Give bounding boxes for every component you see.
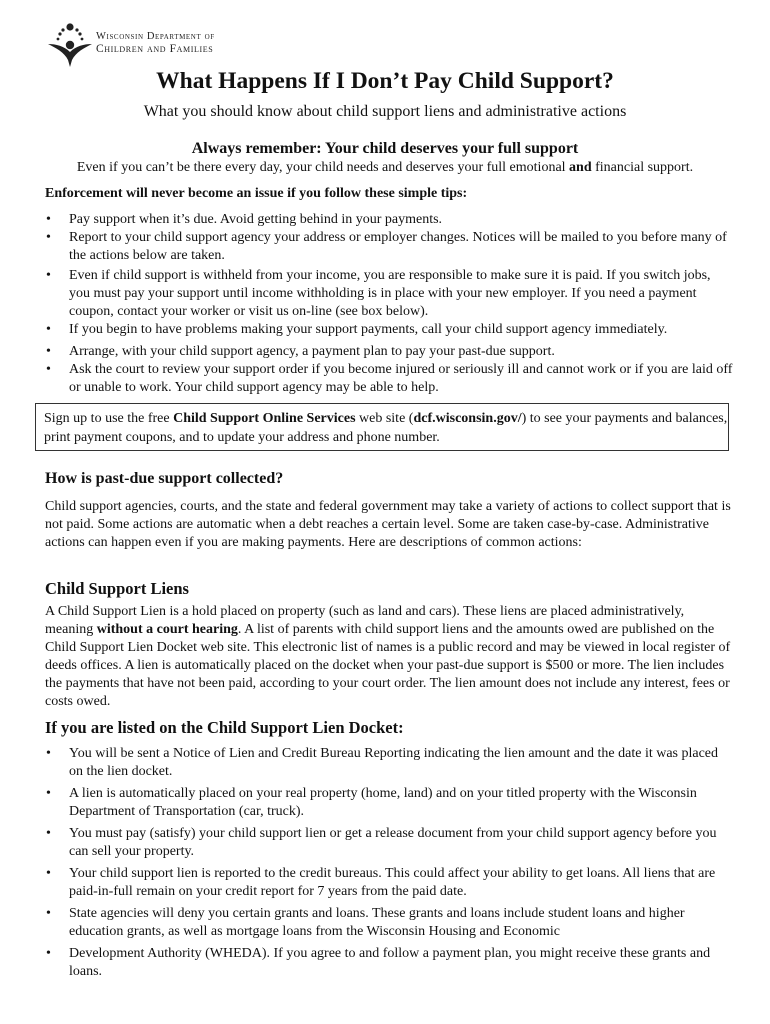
list-item: • State agencies will deny you certain grants and loans. These grants and loans include student loans and higher education grants, as well as mortgage loans from the Wisconsin Housing and Economic <box>45 905 735 941</box>
list-item: • If you begin to have problems making your support payments, call your child support agency immediately. <box>45 321 735 339</box>
docket-list <box>45 745 735 981</box>
list-item: • You will be sent a Notice of Lien and Credit Bureau Reporting indicating the lien amount and the date it was placed on the lien docket. <box>45 745 735 781</box>
box-text-mid: web site ( <box>355 411 414 426</box>
dcf-emblem-icon <box>46 22 94 68</box>
liens-body-emphasis: without a court hearing <box>96 622 238 637</box>
list-item: • Your child support lien is reported to the credit bureaus. This could affect your ability to get loans. All liens that are paid-in-full remain on your credit report for 7 years from the paid date. <box>45 865 735 901</box>
liens-heading: Child Support Liens <box>45 579 189 598</box>
box-text: Sign up to use the free <box>44 411 174 426</box>
online-services-box <box>35 403 729 451</box>
liens-body-text: A Child Support Lien is a hold placed on property (such as land and cars). These liens are placed administratively, meaning <box>45 604 685 637</box>
remember-body-text: Even if you can’t be there every day, your child needs and deserves your full emotional <box>76 160 570 175</box>
liens-body <box>45 603 735 711</box>
liens-body-text-end: . A list of parents with child support liens and the amounts owed are published on the Child Support Lien Docket web site. This electronic list of names is a public record and may be viewed in local register of deeds offices. A lien is automatically placed on the docket when your past-due support is $500 or more. The lien includes the payments that have not been paid, according to your court order. The lien amount does not include any interest, fees or costs owed. <box>45 622 731 709</box>
list-item: • A lien is automatically placed on your real property (home, land) and on your titled property with the Wisconsin Department of Transportation (car, truck). <box>45 785 735 821</box>
page-subtitle: What you should know about child support liens and administrative actions <box>143 103 627 120</box>
box-text-end: ) to see your payments and balances, print payment coupons, and to update your address and phone number. <box>44 411 728 445</box>
remember-body <box>0 160 770 176</box>
tips-list <box>45 211 735 397</box>
collected-heading: How is past-due support collected? <box>45 470 284 487</box>
logo-line-1: Wisconsin Department of <box>96 31 215 42</box>
list-item: • Report to your child support agency your address or employer changes. Notices will be mailed to you before many of the actions below are taken. <box>45 229 735 265</box>
list-item: • Development Authority (WHEDA). If you agree to and follow a payment plan, you might receive these grants and loans. <box>45 945 735 981</box>
dcf-logo <box>46 22 246 68</box>
list-item: • Even if child support is withheld from your income, you are responsible to make sure it is paid. If you switch jobs, you must pay your support until income withholding is in place with your new employer. If you need a payment coupon, contact your worker or visit us on-line (see box below). <box>45 267 735 321</box>
list-item: • Ask the court to review your support order if you become injured or seriously ill and cannot work or if you are laid off or unable to work. Your child support agency may be able to help. <box>45 361 735 397</box>
remember-body-text-end: financial support. <box>591 160 694 175</box>
list-item: • You must pay (satisfy) your child support lien or get a release document from your child support agency before you can sell your property. <box>45 825 735 861</box>
online-services-name: Child Support Online Services <box>173 411 356 426</box>
collected-body: Child support agencies, courts, and the state and federal government may take a variety of actions to collect support that is not paid. Some actions are automatic when a debt reaches a certain level. Some are taken case-by-case. Administrative actions can happen even if you are making payments. Here are descriptions of common actions: <box>45 499 731 550</box>
list-item: • Pay support when it’s due. Avoid getting behind in your payments. <box>45 211 735 229</box>
website-link[interactable]: dcf.wisconsin.gov/ <box>413 411 522 426</box>
logo-line-2: Children and Families <box>96 43 214 55</box>
docket-heading: If you are listed on the Child Support Lien Docket: <box>45 718 404 737</box>
remember-body-emphasis: and <box>569 160 592 175</box>
tips-heading: Enforcement will never become an issue if you follow these simple tips: <box>45 186 468 201</box>
list-item: • Arrange, with your child support agency, a payment plan to pay your past-due support. <box>45 343 735 361</box>
remember-heading: Always remember: Your child deserves your full support <box>191 140 579 157</box>
page-title: What Happens If I Don’t Pay Child Support? <box>156 68 614 94</box>
